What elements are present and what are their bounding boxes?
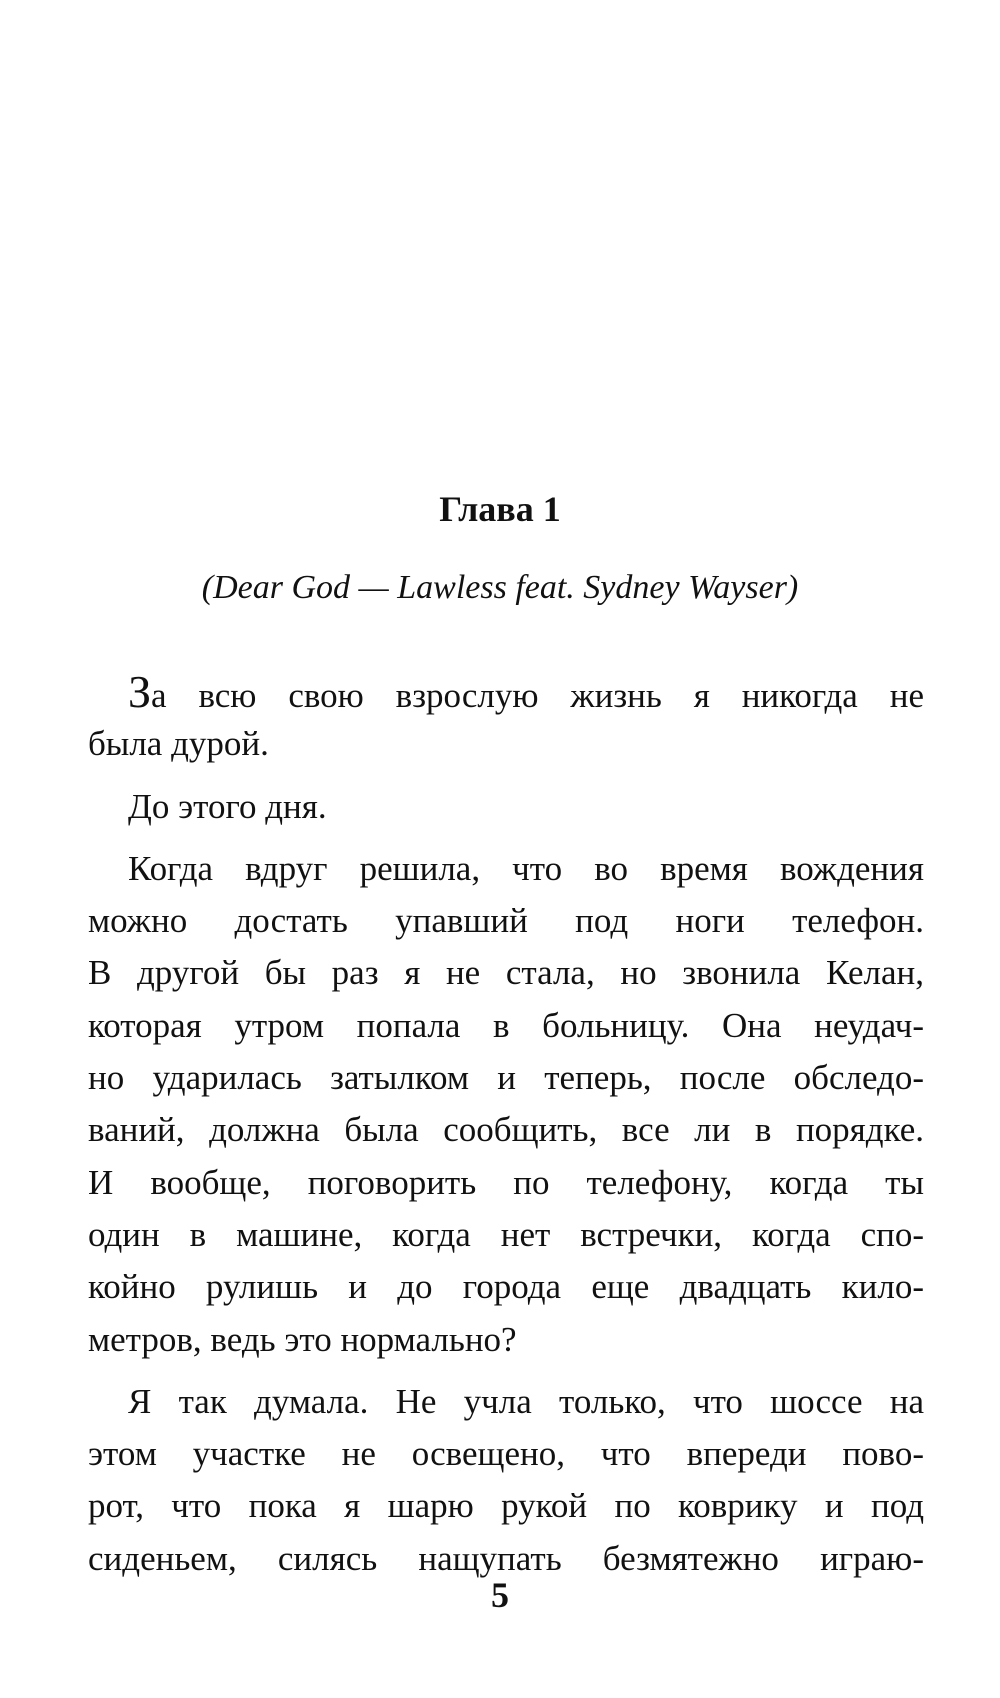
text-line: Я так думала. Не учла только, что шоссе на [128, 1381, 924, 1421]
text-line: Когда вдруг решила, что во время вождения [128, 848, 924, 888]
text-line: можно достать упавший под ноги телефон. [88, 901, 924, 941]
text-line-content: а всю свою взрослую жизнь я никогда не [151, 676, 924, 715]
paragraph-4 [88, 1376, 924, 1585]
text-line: В другой бы раз я не стала, но звонила Келан, [88, 953, 924, 993]
text-line: этом участке не освещено, что впереди пово- [88, 1434, 924, 1474]
paragraph-2 [88, 781, 924, 833]
text-line: которая утром попала в больницу. Она неудач- [88, 1005, 924, 1045]
text-line: До этого дня. [128, 786, 327, 826]
body-text [88, 666, 924, 1595]
text-line: рот, что пока я шарю рукой по коврику и под [88, 1486, 924, 1526]
text-line: метров, ведь это нормально? [88, 1319, 517, 1359]
text-line: И вообще, поговорить по телефону, когда ты [88, 1162, 924, 1202]
chapter-epigraph: (Dear God — Lawless feat. Sydney Wayser) [201, 569, 799, 606]
text-line: но ударилась затылком и теперь, после обследо- [88, 1058, 924, 1098]
text-line: один в машине, когда нет встречки, когда спо- [88, 1214, 924, 1254]
text-line [88, 666, 924, 718]
text-line: ваний, должна была сообщить, все ли в порядке. [88, 1110, 924, 1150]
initial-letter: З [128, 666, 152, 717]
text-line: койно рулишь и до города еще двадцать кило- [88, 1267, 924, 1307]
text-line: была дурой. [88, 724, 269, 764]
chapter-title: Глава 1 [439, 489, 561, 529]
paragraph-1 [88, 666, 924, 771]
paragraph-3 [88, 843, 924, 1366]
text-line: сиденьем, силясь нащупать безмятежно играю- [88, 1538, 924, 1578]
page-number: 5 [491, 1575, 509, 1615]
